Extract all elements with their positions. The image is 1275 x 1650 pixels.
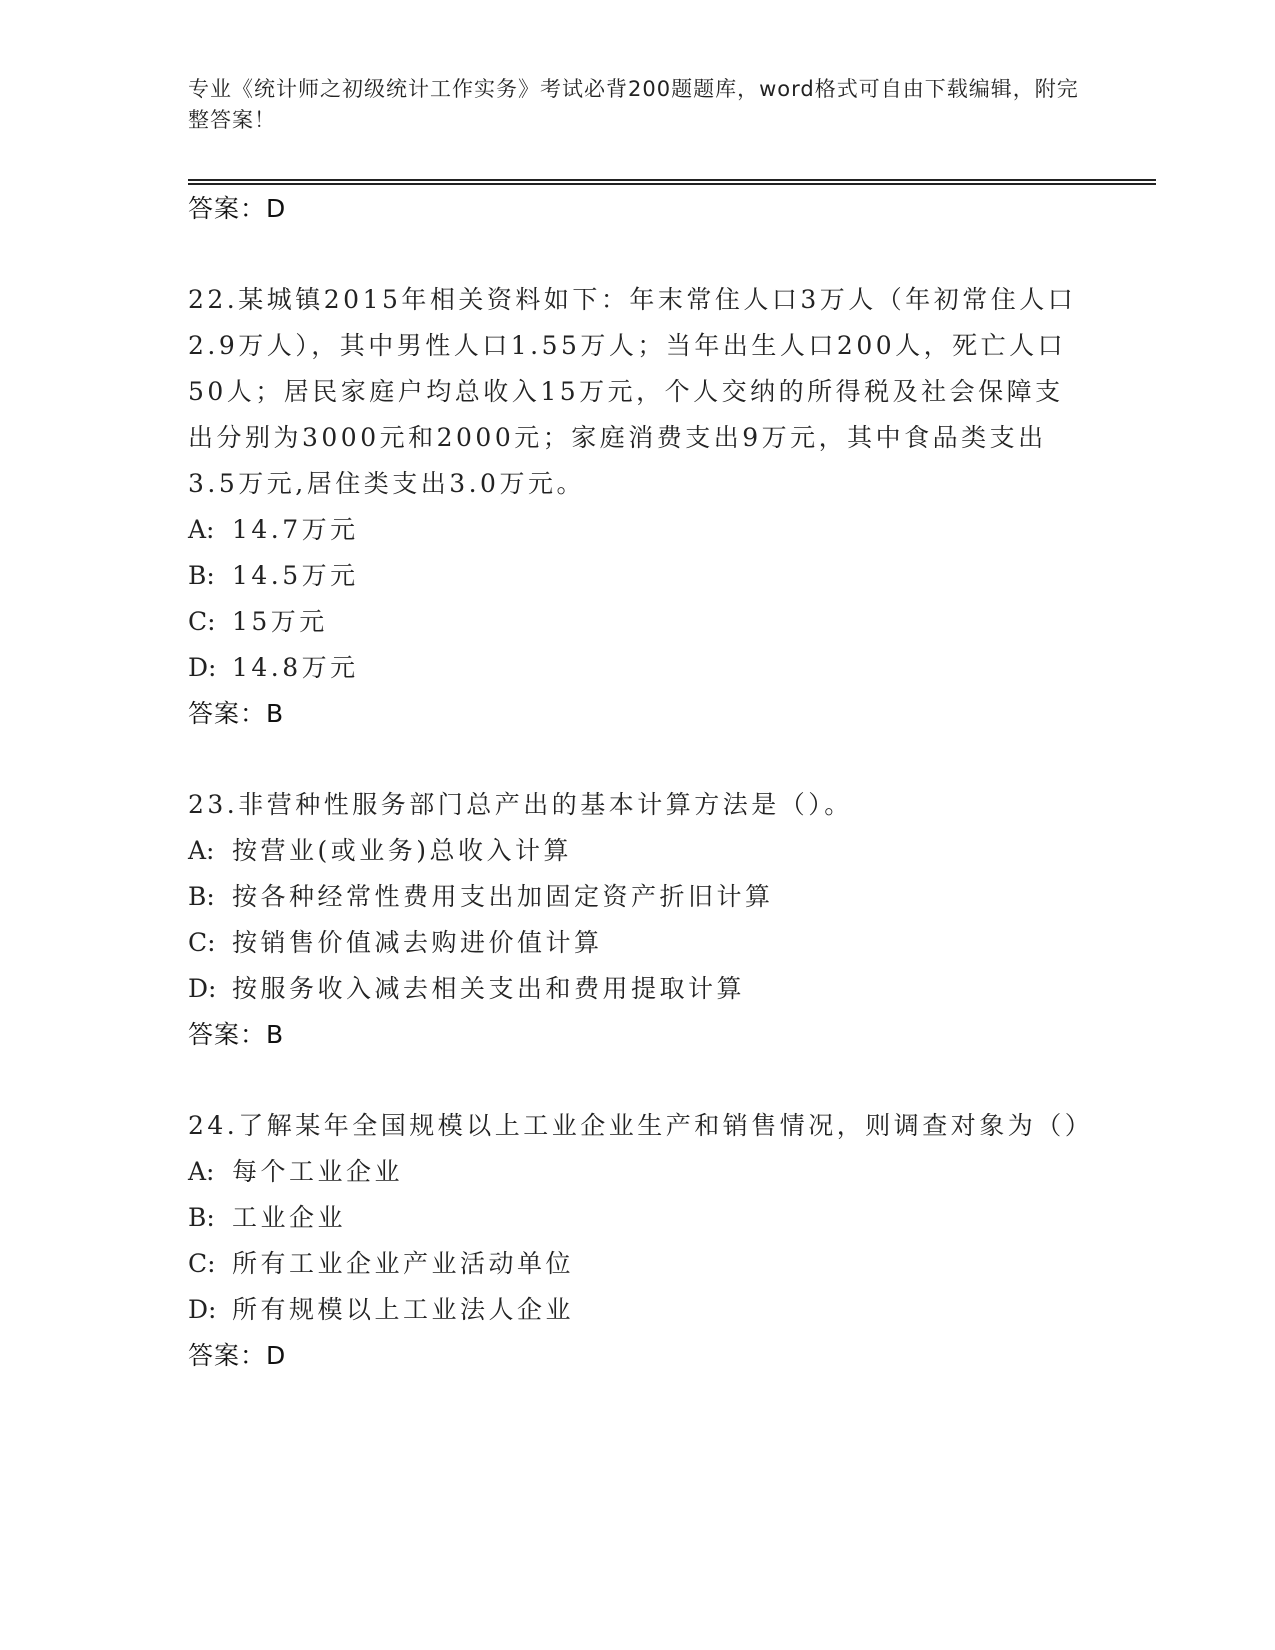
question-22-option-c (188, 599, 1088, 645)
question-24-text: 24.了解某年全国规模以上工业企业生产和销售情况，则调查对象为（） (188, 1111, 1094, 1140)
question-23-text: 23.非营种性服务部门总产出的基本计算方法是（）。 (188, 790, 853, 819)
question-22-option-d (188, 645, 1088, 691)
option-letter: A: (188, 836, 215, 865)
question-24-option-a (188, 1149, 1088, 1195)
question-23-option-c (188, 920, 1088, 966)
option-letter: D: (188, 1295, 217, 1324)
question-24 (188, 1103, 1094, 1379)
question-24-option-c (188, 1241, 1088, 1287)
option-text: 每个工业企业 (232, 1157, 404, 1186)
option-letter: A: (188, 515, 215, 544)
question-24-option-b (188, 1195, 1088, 1241)
option-letter: B: (188, 1203, 215, 1232)
question-24-option-d (188, 1287, 1088, 1333)
option-text: 所有规模以上工业法人企业 (232, 1295, 575, 1324)
question-22-text: 22.某城镇2015年相关资料如下：年末常住人口3万人（年初常住人口2.9万人），其中男性人口1.55万人；当年出生人口200人，死亡人口50人；居民家庭户均总收入15万元，个人交纳的所得税及社会保障支出分别为3000元和2000元；家庭消费支出9万元，其中食品类支出3.5万元,居住类支出3.0万元。 (188, 285, 1077, 498)
option-letter: A: (188, 1157, 215, 1186)
option-text: 14.8万元 (232, 653, 359, 682)
option-letter: C: (188, 928, 216, 957)
option-text: 14.7万元 (232, 515, 359, 544)
option-letter: C: (188, 1249, 216, 1278)
question-22 (188, 277, 1088, 737)
option-text: 按销售价值减去购进价值计算 (232, 928, 603, 957)
option-letter: B: (188, 561, 215, 590)
option-text: 按服务收入减去相关支出和费用提取计算 (232, 974, 746, 1003)
header-divider-top (188, 179, 1156, 181)
option-text: 所有工业企业产业活动单位 (232, 1249, 575, 1278)
question-23-option-b (188, 874, 1088, 920)
answer-24: 答案：D (188, 1341, 287, 1370)
question-22-option-b (188, 553, 1088, 599)
question-23-option-a (188, 828, 1088, 874)
option-text: 按营业(或业务)总收入计算 (232, 836, 573, 865)
option-letter: D: (188, 653, 217, 682)
header-divider-bottom (188, 183, 1156, 185)
answer-21: 答案：D (188, 194, 287, 223)
answer-22: 答案：B (188, 699, 285, 728)
option-letter: B: (188, 882, 215, 911)
page-header: 专业《统计师之初级统计工作实务》考试必背200题题库，word格式可自由下载编辑，附完整答案！ (188, 77, 1079, 132)
question-23 (188, 782, 1088, 1058)
option-text: 工业企业 (232, 1203, 347, 1232)
question-22-option-a (188, 507, 1088, 553)
option-text: 14.5万元 (232, 561, 359, 590)
question-23-option-d (188, 966, 1088, 1012)
option-letter: C: (188, 607, 216, 636)
document-body (188, 186, 1094, 1379)
option-text: 按各种经常性费用支出加固定资产折旧计算 (232, 882, 774, 911)
answer-23: 答案：B (188, 1020, 285, 1049)
option-letter: D: (188, 974, 217, 1003)
option-text: 15万元 (232, 607, 328, 636)
